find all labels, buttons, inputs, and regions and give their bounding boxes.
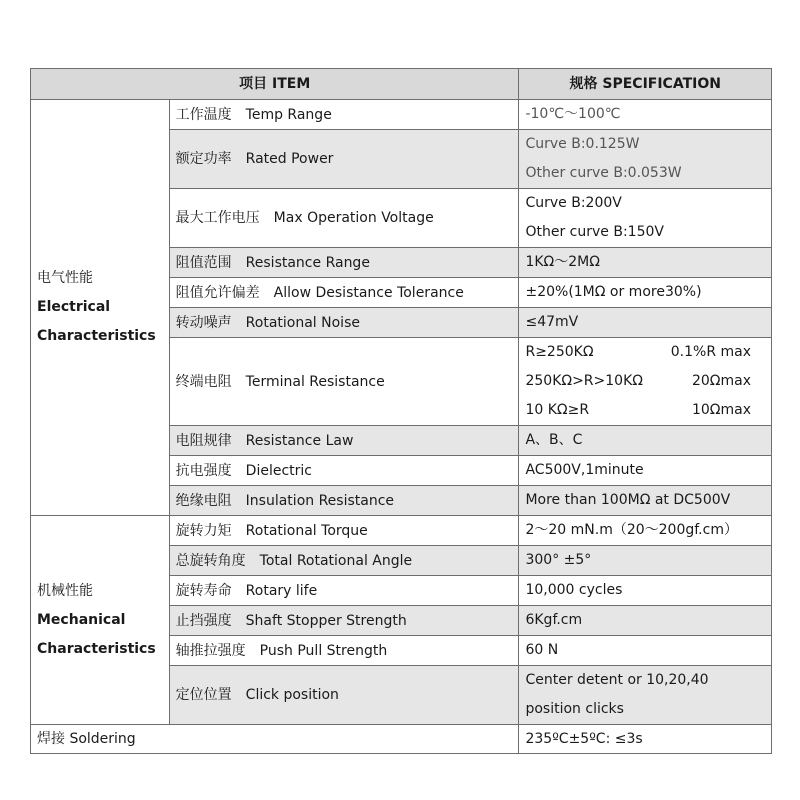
category-mechanical xyxy=(31,516,170,725)
item-cell xyxy=(169,456,519,486)
spec-cell xyxy=(519,546,772,576)
item-cell xyxy=(169,486,519,516)
item-en: Dielectric xyxy=(245,462,312,479)
spec-cell xyxy=(519,516,772,546)
spec-value: 6Kgf.cm xyxy=(525,612,583,628)
item-cell xyxy=(169,606,519,636)
item-cell xyxy=(169,100,519,130)
spec-value: 300° ±5° xyxy=(525,552,592,568)
spec-cell xyxy=(519,308,772,338)
spec-value: 1KΩ～2MΩ xyxy=(525,254,600,270)
item-cell xyxy=(169,278,519,308)
spec-value: ≤47mV xyxy=(525,314,579,330)
item-en: Terminal Resistance xyxy=(245,373,385,390)
item-en: Click position xyxy=(245,687,339,703)
item-cn: 绝缘电阻 xyxy=(175,492,232,509)
item-en: Rotary life xyxy=(245,582,318,599)
item-cell xyxy=(169,546,519,576)
item-cell xyxy=(169,576,519,606)
category-mechanical-cn: 机械性能 xyxy=(37,582,93,599)
item-en: Allow Desistance Tolerance xyxy=(273,284,464,301)
category-electrical-en2: Characteristics xyxy=(37,328,156,344)
item-cn: 额定功率 xyxy=(175,151,232,167)
spec-cell xyxy=(519,278,772,308)
item-cell xyxy=(169,189,519,248)
item-en: Rated Power xyxy=(245,151,334,167)
spec-cell xyxy=(519,636,772,666)
spec-value: Center detent or 10,20,40 xyxy=(525,672,709,688)
spec-value: A、B、C xyxy=(525,432,583,448)
item-en: Insulation Resistance xyxy=(245,492,395,509)
spec-cell xyxy=(519,456,772,486)
item-en: Temp Range xyxy=(245,106,332,123)
spec-value: 60 N xyxy=(525,642,559,658)
spec-value-line xyxy=(525,338,765,367)
item-en: Total Rotational Angle xyxy=(259,552,413,569)
spec-value: 10,000 cycles xyxy=(525,582,623,598)
spec-cell xyxy=(519,130,772,189)
item-en: Rotational Noise xyxy=(245,314,360,331)
category-mechanical-en1: Mechanical xyxy=(37,611,126,628)
item-cell xyxy=(169,248,519,278)
spec-cell xyxy=(519,666,772,725)
spec-value-left: 10 KΩ≥R xyxy=(525,402,590,418)
category-mechanical-en2: Characteristics xyxy=(37,640,156,657)
item-cn: 转动噪声 xyxy=(175,314,232,331)
item-en: Push Pull Strength xyxy=(259,642,388,659)
item-cn: 旋转力矩 xyxy=(175,522,232,539)
item-cn: 定位位置 xyxy=(175,687,232,703)
spec-value: AC500V,1minute xyxy=(525,462,644,478)
item-cn: 阻值范围 xyxy=(175,254,232,271)
item-cn: 最大工作电压 xyxy=(175,210,260,226)
item-cell xyxy=(169,130,519,189)
item-cell xyxy=(169,636,519,666)
item-en: Resistance Range xyxy=(245,254,370,271)
spec-cell xyxy=(519,606,772,636)
spec-value: -10℃～100℃ xyxy=(525,106,621,122)
soldering-spec: 235ºC±5ºC: ≤3s xyxy=(519,725,772,754)
item-cell xyxy=(169,338,519,426)
item-cell xyxy=(169,308,519,338)
table-row xyxy=(31,516,772,546)
item-en: Rotational Torque xyxy=(245,522,368,539)
item-cell xyxy=(169,426,519,456)
spec-value: Other curve B:150V xyxy=(525,224,664,240)
spec-value-line xyxy=(525,396,765,425)
category-electrical xyxy=(31,100,170,516)
item-cn: 抗电强度 xyxy=(175,462,232,479)
spec-cell xyxy=(519,100,772,130)
table-header-row xyxy=(31,69,772,100)
spec-value-right: 10Ωmax xyxy=(691,402,751,418)
item-cn: 终端电阻 xyxy=(175,373,232,390)
item-cn: 轴推拉强度 xyxy=(175,642,246,659)
spec-cell xyxy=(519,248,772,278)
spec-value-line xyxy=(525,367,765,396)
item-cn: 总旋转角度 xyxy=(175,552,246,569)
specification-table xyxy=(30,68,772,754)
item-cell xyxy=(169,516,519,546)
spec-value-left: 250KΩ>R>10KΩ xyxy=(525,373,643,389)
item-cn: 电阻规律 xyxy=(175,432,232,449)
spec-value: Curve B:200V xyxy=(525,195,622,211)
spec-value-right: 20Ωmax xyxy=(691,373,751,389)
spec-value: More than 100MΩ at DC500V xyxy=(525,492,731,508)
header-item: 项目 ITEM xyxy=(31,69,519,100)
spec-cell xyxy=(519,338,772,426)
spec-cell xyxy=(519,426,772,456)
spec-value: Other curve B:0.053W xyxy=(525,165,682,181)
spec-value-right: 0.1%R max xyxy=(670,344,751,360)
item-en: Shaft Stopper Strength xyxy=(245,612,407,629)
category-electrical-cn: 电气性能 xyxy=(37,270,93,286)
spec-cell xyxy=(519,486,772,516)
item-cn: 阻值允许偏差 xyxy=(175,284,260,301)
item-en: Resistance Law xyxy=(245,432,354,449)
spec-value: 2～20 mN.m（20～200gf.cm） xyxy=(525,522,738,538)
soldering-item: 焊接 Soldering xyxy=(31,725,519,754)
spec-value: position clicks xyxy=(525,701,624,717)
table-row-soldering xyxy=(31,725,772,754)
header-spec: 规格 SPECIFICATION xyxy=(519,69,772,100)
item-cn: 旋转寿命 xyxy=(175,582,232,599)
category-electrical-en1: Electrical xyxy=(37,299,111,315)
spec-value-left: R≥250KΩ xyxy=(525,344,594,360)
spec-value: Curve B:0.125W xyxy=(525,136,640,152)
spec-value: ±20%(1MΩ or more30%) xyxy=(525,284,702,300)
table-row xyxy=(31,100,772,130)
spec-cell xyxy=(519,189,772,248)
item-cn: 止挡强度 xyxy=(175,612,232,629)
item-cn: 工作温度 xyxy=(175,106,232,123)
item-cell xyxy=(169,666,519,725)
spec-cell xyxy=(519,576,772,606)
item-en: Max Operation Voltage xyxy=(273,210,434,226)
